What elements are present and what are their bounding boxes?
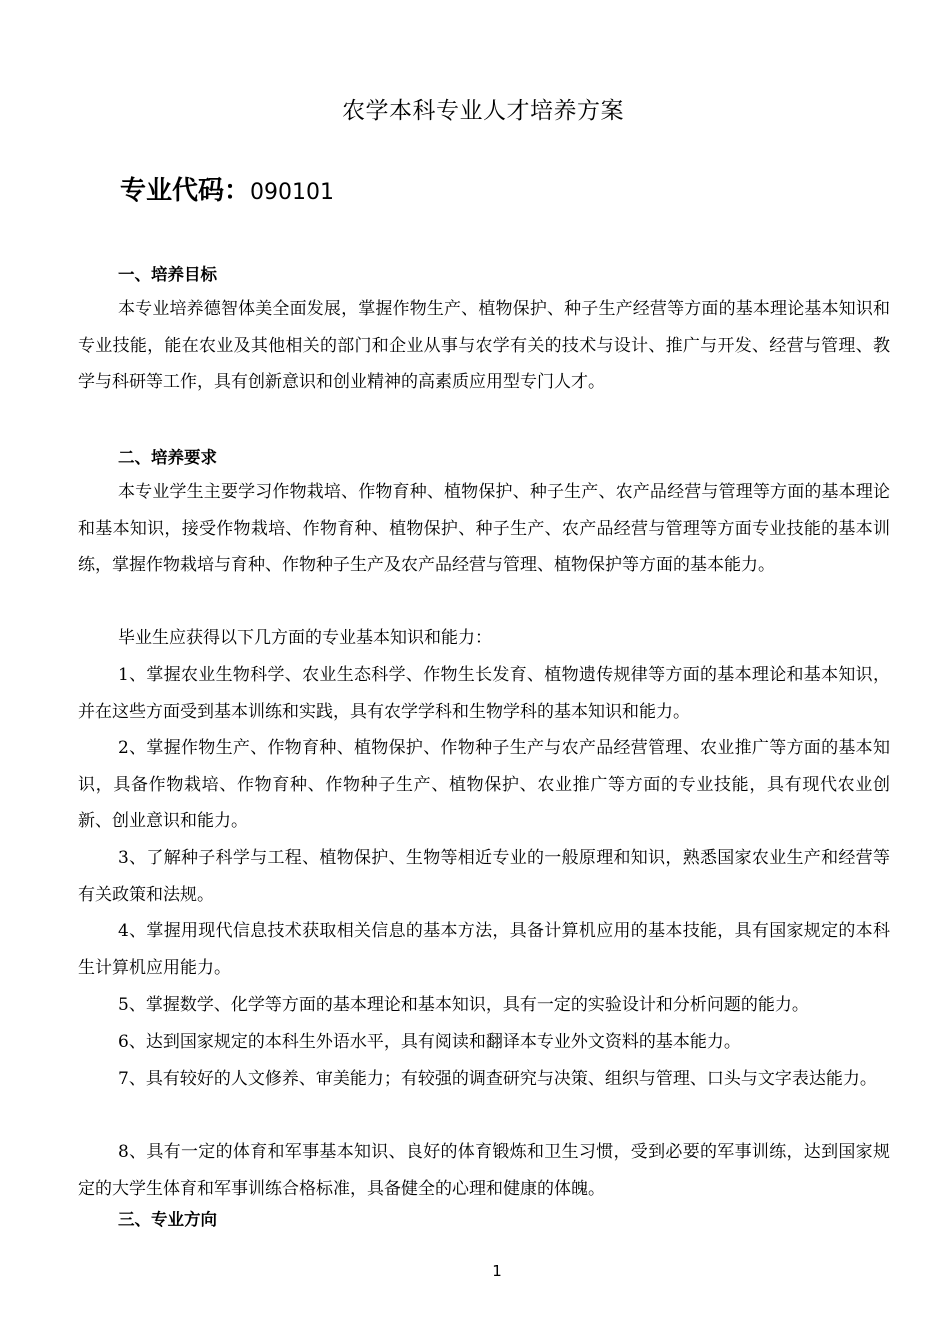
major-code-line bbox=[120, 170, 334, 207]
section-heading-objectives: 一、培养目标 bbox=[118, 265, 217, 284]
abilities-intro-paragraph: 毕业生应获得以下几方面的专业基本知识和能力： bbox=[118, 628, 492, 648]
requirement-item-3: 3、了解种子科学与工程、植物保护、生物等相近专业的一般原理和知识，熟悉国家农业生产和经营等有关政策和法规。 bbox=[78, 848, 890, 905]
requirement-item-4: 4、掌握用现代信息技术获取相关信息的基本方法，具备计算机应用的基本技能，具有国家规定的本科生计算机应用能力。 bbox=[78, 921, 890, 978]
requirement-item-6: 6、达到国家规定的本科生外语水平，具有阅读和翻译本专业外文资料的基本能力。 bbox=[118, 1032, 741, 1052]
major-code-value: 090101 bbox=[250, 180, 334, 205]
section-heading-directions: 三、专业方向 bbox=[118, 1210, 217, 1229]
major-code-label: 专业代码： bbox=[120, 176, 251, 206]
page-number: 1 bbox=[492, 1262, 502, 1280]
requirement-item-7: 7、具有较好的人文修养、审美能力；有较强的调查研究与决策、组织与管理、口头与文字表达能力。 bbox=[118, 1069, 877, 1089]
section-heading-requirements: 二、培养要求 bbox=[118, 448, 217, 467]
document-title: 农学本科专业人才培养方案 bbox=[342, 98, 624, 124]
requirement-item-5: 5、掌握数学、化学等方面的基本理论和基本知识，具有一定的实验设计和分析问题的能力。 bbox=[118, 995, 809, 1015]
requirement-item-1: 1、掌握农业生物科学、农业生态科学、作物生长发育、植物遗传规律等方面的基本理论和基本知识，并在这些方面受到基本训练和实践，具有农学学科和生物学科的基本知识和能力。 bbox=[78, 665, 890, 722]
requirement-item-2: 2、掌握作物生产、作物育种、植物保护、作物种子生产与农产品经营管理、农业推广等方面的基本知识，具备作物栽培、作物育种、作物种子生产、植物保护、农业推广等方面的专业技能，具有现代农业创新、创业意识和能力。 bbox=[78, 738, 890, 831]
requirement-item-8: 8、具有一定的体育和军事基本知识、良好的体育锻炼和卫生习惯，受到必要的军事训练，达到国家规定的大学生体育和军事训练合格标准，具备健全的心理和健康的体魄。 bbox=[78, 1142, 890, 1199]
objectives-paragraph: 本专业培养德智体美全面发展，掌握作物生产、植物保护、种子生产经营等方面的基本理论基本知识和专业技能，能在农业及其他相关的部门和企业从事与农学有关的技术与设计、推广与开发、经营与管理、教学与科研等工作，具有创新意识和创业精神的高素质应用型专门人才。 bbox=[78, 299, 890, 392]
requirements-paragraph: 本专业学生主要学习作物栽培、作物育种、植物保护、种子生产、农产品经营与管理等方面的基本理论和基本知识，接受作物栽培、作物育种、植物保护、种子生产、农产品经营与管理等方面专业技能的基本训练，掌握作物栽培与育种、作物种子生产及农产品经营与管理、植物保护等方面的基本能力。 bbox=[78, 482, 890, 575]
